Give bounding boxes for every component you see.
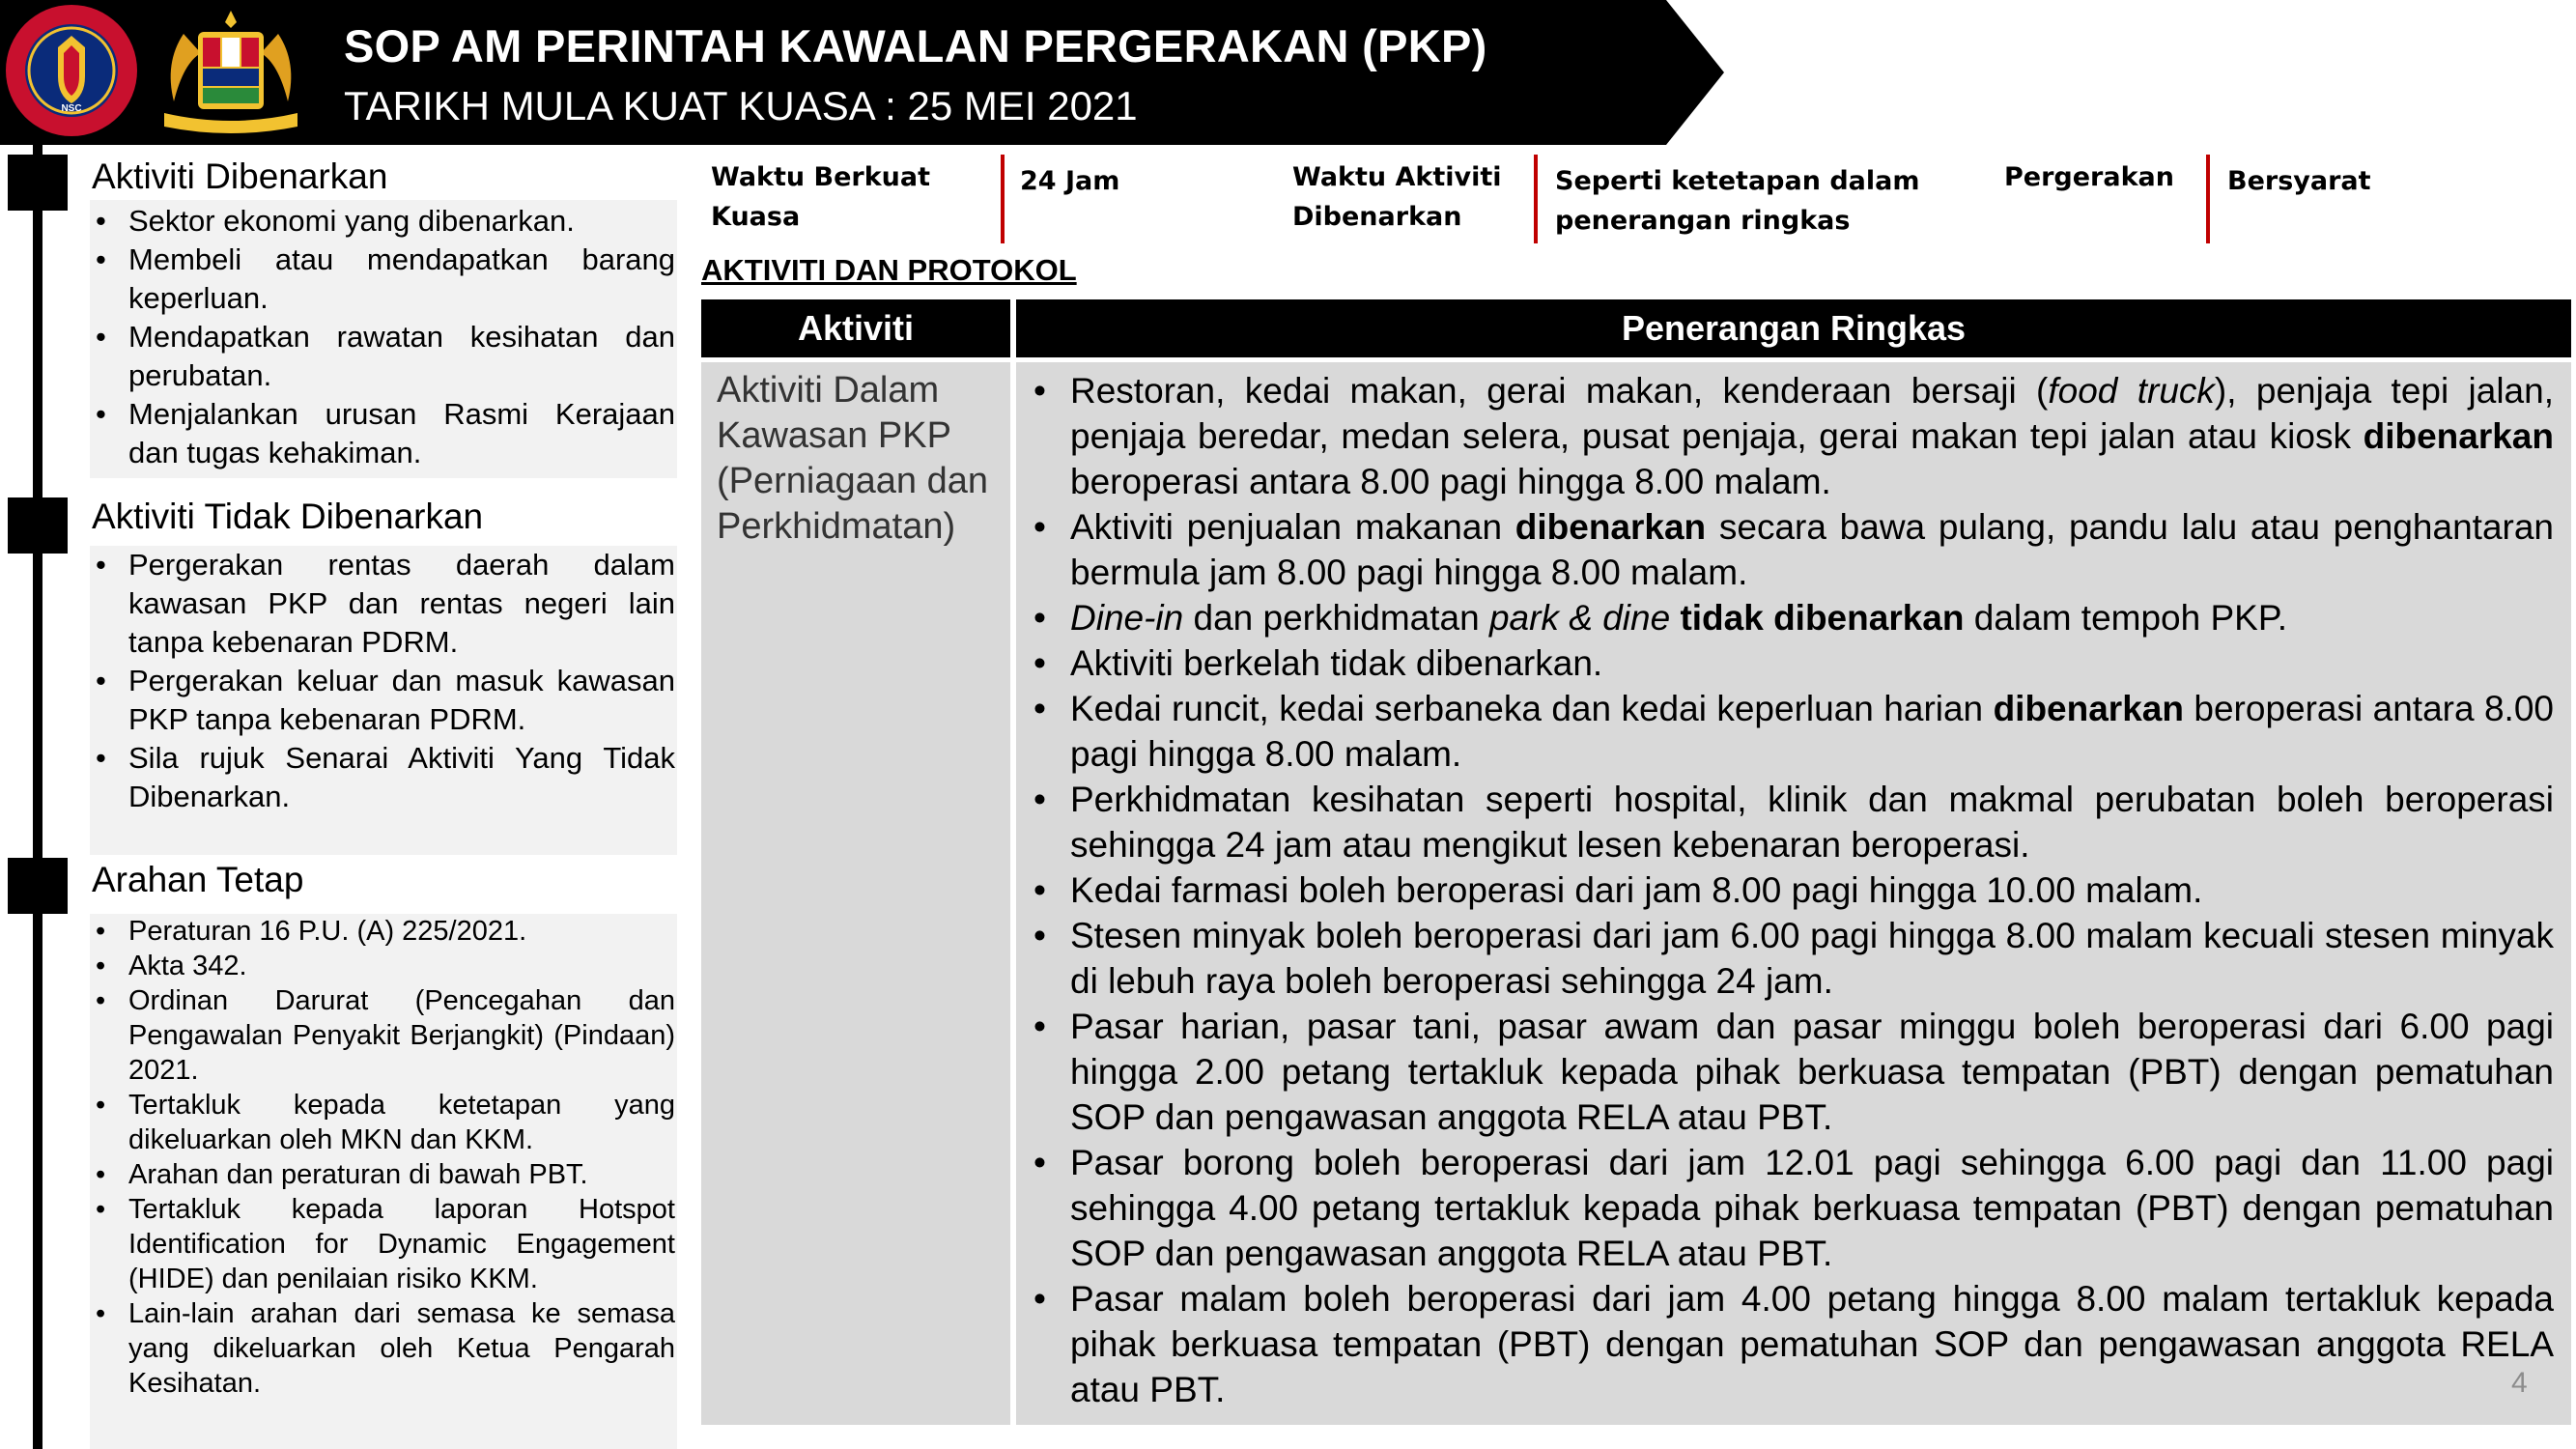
- not-allowed-list-box: [90, 546, 677, 855]
- list-item: • Peraturan 16 P.U. (A) 225/2021.: [90, 914, 675, 949]
- list-item: • Tertakluk kepada laporan Hotspot Identification for Dynamic Engagement (HIDE) dan penilaian risiko KKM.: [90, 1192, 675, 1296]
- protocol-title: AKTIVITI DAN PROTOKOL: [701, 253, 1077, 287]
- waktu-berkuat-kuasa-value: 24 Jam: [1020, 166, 1120, 196]
- description-cell: [1016, 362, 2571, 1425]
- timeline-marker-3: [8, 858, 68, 914]
- list-item: • Mendapatkan rawatan kesihatan dan perubatan.: [90, 318, 675, 395]
- description-item: • Stesen minyak boleh beroperasi dari jam 6.00 pagi hingga 8.00 malam kecuali stesen minyak di lebuh raya boleh beroperasi sehingga 24 jam.: [1032, 913, 2554, 1004]
- list-item: • Sektor ekonomi yang dibenarkan.: [90, 202, 675, 241]
- waktu-aktiviti-label: Waktu Aktiviti Dibenarkan: [1292, 162, 1502, 232]
- timeline-marker-1: [8, 155, 68, 211]
- waktu-aktiviti-value: Seperti ketetapan dalam penerangan ringkas: [1555, 166, 1920, 236]
- description-item: • Pasar malam boleh beroperasi dari jam 4.00 petang hingga 8.00 malam tertakluk kepada pihak berkuasa tempatan (PBT) dengan pematuhan SOP dan pengawasan anggota RELA atau PBT.: [1032, 1276, 2554, 1412]
- pergerakan-value: Bersyarat: [2227, 166, 2371, 196]
- list-item: • Lain-lain arahan dari semasa ke semasa yang dikeluarkan oleh Ketua Pengarah Kesihatan.: [90, 1296, 675, 1401]
- list-item: • Sila rujuk Senarai Aktiviti Yang Tidak Dibenarkan.: [90, 739, 675, 816]
- timeline-marker-2: [8, 497, 68, 554]
- list-item: • Pergerakan rentas daerah dalam kawasan PKP dan rentas negeri lain tanpa kebenaran PDRM.: [90, 546, 675, 662]
- description-item: • Aktiviti berkelah tidak dibenarkan.: [1032, 640, 2554, 686]
- description-item: • Pasar harian, pasar tani, pasar awam dan pasar minggu boleh beroperasi dari 6.00 pagi hingga 2.00 petang tertakluk kepada pihak berkuasa tempatan (PBT) dengan pematuhan SOP dan pengawasan anggota RELA atau PBT.: [1032, 1004, 2554, 1140]
- list-item: • Pergerakan keluar dan masuk kawasan PKP tanpa kebenaran PDRM.: [90, 662, 675, 739]
- list-item: • Tertakluk kepada ketetapan yang dikeluarkan oleh MKN dan KKM.: [90, 1088, 675, 1157]
- activity-cell: Aktiviti Dalam Kawasan PKP (Perniagaan dan Perkhidmatan): [701, 362, 1010, 1425]
- description-item: • Pasar borong boleh beroperasi dari jam 12.01 pagi sehingga 6.00 pagi dan 11.00 pagi sehingga 4.00 petang tertakluk kepada pihak berkuasa tempatan (PBT) dengan pematuhan SOP dan pengawasan anggota RELA atau PBT.: [1032, 1140, 2554, 1276]
- standing-orders-list-box: [90, 914, 677, 1449]
- divider: [1001, 155, 1005, 243]
- list-item: • Menjalankan urusan Rasmi Kerajaan dan tugas kehakiman.: [90, 395, 675, 472]
- divider: [1534, 155, 1538, 243]
- list-item: • Arahan dan peraturan di bawah PBT.: [90, 1157, 675, 1192]
- waktu-berkuat-kuasa-label: Waktu Berkuat Kuasa: [711, 162, 931, 232]
- description-item: • Kedai farmasi boleh beroperasi dari jam 8.00 pagi hingga 10.00 malam.: [1032, 867, 2554, 913]
- column-header-penerangan: Penerangan Ringkas: [1016, 299, 2571, 357]
- effective-date: TARIKH MULA KUAT KUASA : 25 MEI 2021: [344, 83, 1138, 128]
- svg-text:NSC: NSC: [61, 103, 82, 114]
- column-header-aktiviti: Aktiviti: [701, 299, 1010, 357]
- allowed-list-box: [90, 200, 677, 478]
- coat-of-arms-logo: [145, 5, 317, 138]
- description-item: • Aktiviti penjualan makanan dibenarkan secara bawa pulang, pandu lalu atau penghantaran bermula jam 8.00 pagi hingga 8.00 malam.: [1032, 504, 2554, 595]
- list-item: • Membeli atau mendapatkan barang keperluan.: [90, 241, 675, 318]
- section-title-not-allowed: Aktiviti Tidak Dibenarkan: [92, 497, 484, 536]
- description-item: • Dine-in dan perkhidmatan park & dine tidak dibenarkan dalam tempoh PKP.: [1032, 595, 2554, 640]
- description-item: • Restoran, kedai makan, gerai makan, kenderaan bersaji (food truck), penjaja tepi jalan, penjaja beredar, medan selera, pusat penjaja, gerai makan tepi jalan atau kiosk dibenarkan beroperasi antara 8.00 pagi hingga 8.00 malam.: [1032, 368, 2554, 504]
- list-item: • Ordinan Darurat (Pencegahan dan Pengawalan Penyakit Berjangkit) (Pindaan) 2021.: [90, 983, 675, 1088]
- section-title-allowed: Aktiviti Dibenarkan: [92, 156, 388, 196]
- description-item: • Kedai runcit, kedai serbaneka dan kedai keperluan harian dibenarkan beroperasi antara 8.00 pagi hingga 8.00 malam.: [1032, 686, 2554, 777]
- list-item: • Akta 342.: [90, 949, 675, 983]
- timeline-line: [33, 145, 42, 1449]
- nsc-logo: [4, 3, 139, 138]
- pergerakan-label: Pergerakan: [2004, 162, 2174, 192]
- divider: [2206, 155, 2210, 243]
- description-item: • Perkhidmatan kesihatan seperti hospital, klinik dan makmal perubatan boleh beroperasi sehingga 24 jam atau mengikut lesen kebenaran beroperasi.: [1032, 777, 2554, 867]
- page-title: SOP AM PERINTAH KAWALAN PERGERAKAN (PKP): [344, 20, 1487, 71]
- section-title-standing-orders: Arahan Tetap: [92, 860, 304, 899]
- page-number: 4: [2511, 1367, 2528, 1399]
